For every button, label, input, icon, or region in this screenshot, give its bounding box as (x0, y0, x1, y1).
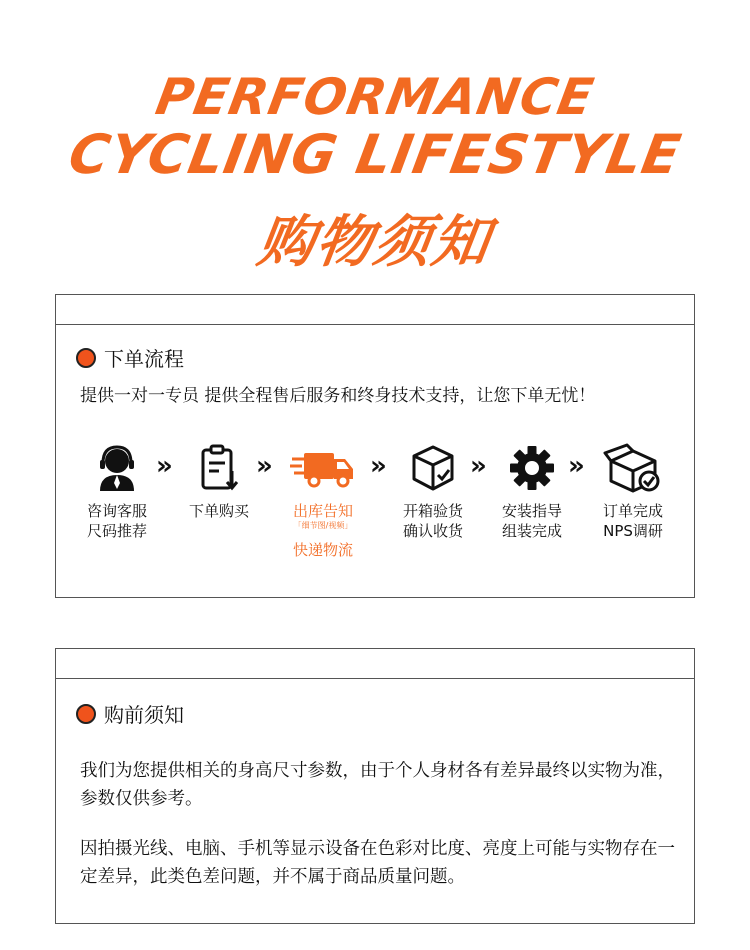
section-title: 下单流程 (104, 347, 184, 371)
step-label: 订单完成 NPS调研 (602, 502, 663, 540)
hero-header (0, 58, 750, 278)
order-process-panel (55, 294, 695, 598)
step-sublabel: 「细节图/视频」 (293, 521, 353, 530)
chevron-right-icon: » (156, 451, 170, 481)
bullet-dot-icon (76, 348, 96, 368)
step-consult (72, 443, 162, 541)
pre-purchase-heading (76, 699, 184, 728)
panel-top-strip (56, 295, 694, 325)
order-process-heading (76, 343, 184, 372)
section-title: 购前须知 (104, 703, 184, 727)
hero-line-performance: PERFORMANCE (151, 68, 599, 126)
step-label: 出库告知 (292, 502, 353, 520)
step-label: 开箱验货 确认收货 (402, 502, 463, 540)
chevron-right-icon: » (470, 451, 484, 481)
package-check-icon (388, 443, 478, 493)
pre-purchase-panel (55, 648, 695, 924)
customer-service-icon (72, 443, 162, 493)
chevron-right-icon: » (370, 451, 384, 481)
step-dispatch (278, 443, 368, 560)
notice-paragraph-color: 因拍摄光线、电脑、手机等显示设备在色彩对比度、亮度上可能与实物存在一定差异，此类色差问题，并不属于商品质量问题。 (80, 839, 675, 887)
step-label: 下单购买 (188, 502, 249, 520)
step-extra-label: 快递物流 (292, 541, 353, 559)
order-clipboard-icon (174, 443, 264, 493)
step-install (487, 443, 577, 541)
page-title: 购物须知 (253, 210, 495, 275)
step-inspect (388, 443, 478, 541)
notice-paragraph-sizing: 我们为您提供相关的身高尺寸参数，由于个人身材各有差异最终以实物为准，参数仅供参考。 (80, 761, 675, 809)
step-place-order (174, 443, 264, 521)
order-process-intro: 提供一对一专员 提供全程售后服务和终身技术支持，让您下单无忧！ (80, 386, 596, 406)
hero-line-cycling-lifestyle: CYCLING LIFESTYLE (64, 123, 686, 186)
chevron-right-icon: » (256, 451, 270, 481)
panel-top-strip (56, 649, 694, 679)
step-label: 安装指导 组装完成 (501, 502, 562, 540)
chevron-right-icon: » (568, 451, 582, 481)
step-complete (588, 443, 678, 541)
delivery-truck-icon (278, 443, 368, 493)
step-label: 咨询客服 尺码推荐 (86, 502, 147, 540)
bullet-dot-icon (76, 704, 96, 724)
order-steps (72, 443, 682, 573)
gear-icon (487, 443, 577, 493)
box-check-icon (588, 443, 678, 493)
